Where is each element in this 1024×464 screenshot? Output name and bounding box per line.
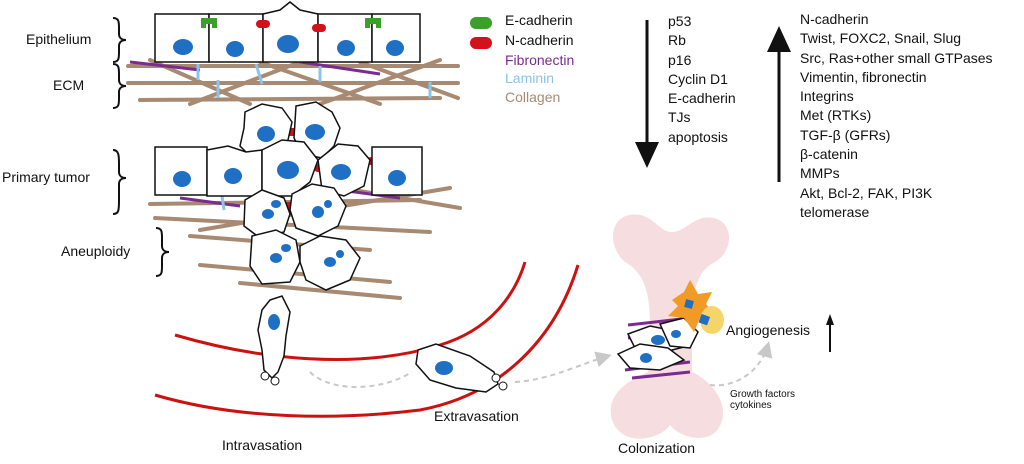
growth-factors-label: Growth factors bbox=[730, 389, 796, 400]
stage-label-colonization: Colonization bbox=[618, 440, 696, 456]
downregulated-item: p53 bbox=[668, 13, 692, 29]
stage-label-angiogenesis: Angiogenesis bbox=[726, 322, 811, 338]
legend-collagen: Collagen bbox=[505, 89, 561, 105]
migration-arrow-1 bbox=[310, 372, 412, 387]
downregulated-item: Rb bbox=[668, 32, 686, 49]
row-label-primary-tumor: Primary tumor bbox=[2, 169, 90, 185]
downregulated-item: Cyclin D1 bbox=[668, 70, 728, 87]
legend-fibronectin: Fibronectin bbox=[505, 52, 575, 68]
migration-arrow-2 bbox=[515, 356, 608, 382]
downregulated-item: p16 bbox=[668, 51, 692, 68]
epithelial-cells bbox=[155, 2, 420, 62]
down-arrow bbox=[635, 20, 659, 168]
legend-e-cadherin: E-cadherin bbox=[505, 12, 573, 28]
downregulated-item: TJs bbox=[668, 109, 691, 126]
upregulated-item: Akt, Bcl-2, FAK, PI3K bbox=[800, 184, 933, 201]
legend-n-cadherin: N-cadherin bbox=[505, 32, 574, 48]
angiogenesis-arrow bbox=[826, 314, 834, 352]
extravasating-cell bbox=[416, 344, 507, 392]
upregulated-item: MMPs bbox=[800, 165, 840, 182]
upregulated-list bbox=[800, 10, 993, 222]
growth-factor-arrow bbox=[710, 345, 768, 385]
row-label-ecm: ECM bbox=[53, 77, 85, 93]
downregulated-list bbox=[668, 12, 736, 147]
downregulated-item: E-cadherin bbox=[668, 90, 736, 107]
stage-label-extravasation: Extravasation bbox=[434, 408, 519, 424]
upregulated-item: Met (RTKs) bbox=[800, 107, 872, 124]
upregulated-item: Twist, FOXC2, Snail, Slug bbox=[800, 30, 962, 47]
n-cadherin-swatch bbox=[470, 37, 492, 49]
upregulated-item: N-cadherin bbox=[800, 11, 869, 27]
e-cadherin-swatch bbox=[470, 17, 492, 29]
legend-laminin: Laminin bbox=[505, 70, 555, 86]
row-label-aneuploidy: Aneuploidy bbox=[61, 243, 131, 259]
row-label-epithelium: Epithelium bbox=[26, 31, 92, 47]
upregulated-item: Src, Ras+other small GTPases bbox=[800, 49, 993, 66]
upregulated-item: Vimentin, fibronectin bbox=[800, 68, 927, 85]
upregulated-item: TGF-β (GFRs) bbox=[800, 126, 891, 143]
up-arrow bbox=[767, 26, 791, 182]
stage-label-intravasation: Intravasation bbox=[222, 437, 303, 453]
upregulated-item: telomerase bbox=[800, 203, 870, 220]
cytokines-label: cytokines bbox=[730, 400, 772, 411]
downregulated-item: apoptosis bbox=[668, 128, 728, 145]
upregulated-item: Integrins bbox=[800, 88, 854, 105]
intravasating-cell bbox=[258, 296, 290, 385]
upregulated-item: β-catenin bbox=[800, 146, 858, 163]
